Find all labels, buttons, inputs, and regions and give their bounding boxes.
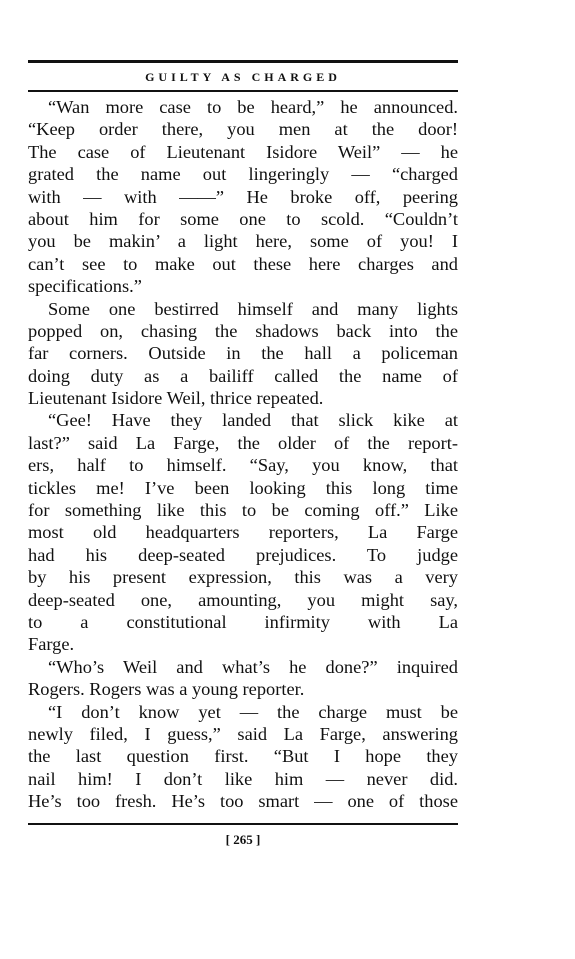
text-line: specifications.”: [28, 276, 142, 297]
text-line: to a constitutional infirmity with La: [28, 611, 458, 632]
text-line: Farge.: [28, 634, 75, 655]
top-rule: [28, 60, 458, 63]
text-line: “I don’t know yet — the charge must be: [48, 701, 458, 722]
text-line: for something like this to be coming off.” Like: [28, 500, 458, 521]
text-line: “Gee! Have they landed that slick kike at: [48, 410, 458, 431]
text-line: “Wan more case to be heard,” he announced.: [48, 97, 458, 117]
text-line: popped on, chasing the shadows back into the: [28, 320, 458, 341]
text-line: can’t see to make out these here charges and: [28, 253, 458, 274]
bottom-rule: [28, 823, 458, 825]
text-line: Some one bestirred himself and many lights: [48, 298, 458, 319]
text-line: newly filed, I guess,” said La Farge, answering: [28, 723, 458, 744]
text-line: grated the name out lingeringly — “charged: [28, 164, 458, 185]
text-line: had his deep-seated prejudices. To judge: [28, 544, 458, 565]
text-line: most old headquarters reporters, La Farge: [28, 522, 458, 543]
text-line: He’s too fresh. He’s too smart — one of those: [28, 791, 458, 812]
text-line: last?” said La Farge, the older of the report-: [28, 432, 458, 453]
text-line: with — with ——” He broke off, peering: [28, 186, 458, 207]
text-line: doing duty as a bailiff called the name of: [28, 365, 458, 386]
page-number: [ 265 ]: [225, 832, 261, 847]
text-line: tickles me! I’ve been looking this long time: [28, 477, 458, 498]
running-head: GUILTY AS CHARGED: [145, 70, 341, 84]
text-line: the last question first. “But I hope they: [28, 746, 458, 767]
text-line: ers, half to himself. “Say, you know, that: [28, 455, 458, 476]
text-line: The case of Lieutenant Isidore Weil” — he: [28, 141, 458, 162]
text-line: “Who’s Weil and what’s he done?” inquired: [48, 656, 458, 677]
text-line: you be makin’ a light here, some of you! I: [28, 231, 458, 252]
text-line: nail him! I don’t like him — never did.: [28, 768, 458, 789]
text-line: Lieutenant Isidore Weil, thrice repeated.: [28, 388, 324, 409]
text-line: about him for some one to scold. “Couldn’t: [28, 208, 458, 229]
text-line: by his present expression, this was a very: [28, 567, 458, 588]
head-rule: [28, 90, 458, 92]
body-text: [28, 96, 458, 813]
text-line: far corners. Outside in the hall a policeman: [28, 343, 458, 364]
text-line: “Keep order there, you men at the door!: [28, 119, 458, 140]
text-line: deep-seated one, amounting, you might say,: [28, 589, 458, 610]
text-line: Rogers. Rogers was a young reporter.: [28, 679, 305, 700]
